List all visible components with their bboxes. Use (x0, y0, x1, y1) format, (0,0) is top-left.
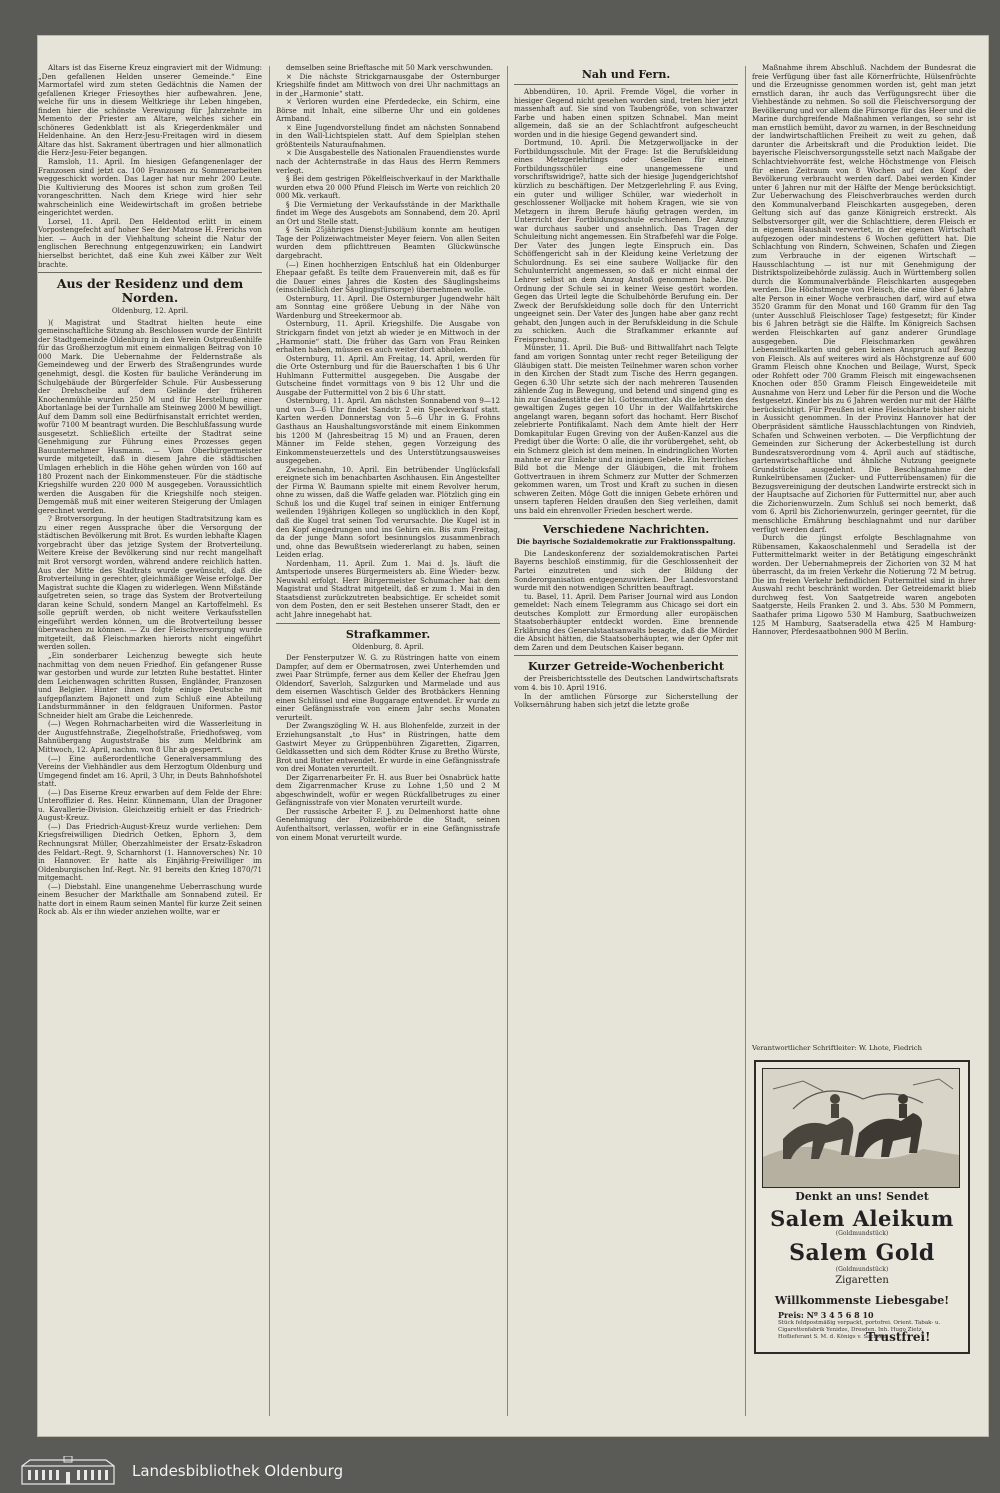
column-4-paragraphs (752, 64, 976, 637)
column-3 (514, 64, 738, 1424)
paragraph: × Die Ausgabestelle des Nationalen Frauendienstes wurde nach der Achternstraße in das Haus des Herrn Remmers verlegt. (276, 148, 500, 175)
paragraph: Dortmund, 10. April. Die Metzgerwolljacke in der Fortbildungsschule. Mit der Frage: Ist die Berufskleidung eines Metzgerlehrlings oder Gesellen für einen Fortbildungsschüler eine unangemessene und vorschriftswidrige?, hatte sich der hiesige Jugendgerichtshof kürzlich zu beschäftigen. Der Metzgerlehrling F. aus Eving, ein guter und williger Schüler, war wiederholt in geschlossener Wolljacke mit hohem Kragen, wie sie von Metzgern in ihrem Berufe häufig getragen werden, im Unterricht der Fortbildungsschule erschienen. Der Anzug war durchaus sauber und ansehnlich. Das Tragen der Schuleitung nicht angemessen. Ein Strafbefehl war die Folge. Der Vater des Jungen legte Einspruch ein. Das Schöffengericht sah in der Kleidung keine Verletzung der Schulordnung. Es sei eine saubere Wolljacke für den Schulunterricht angemessen, so daß er nicht einmal der Lehrer selbst an dem Anzug Anstoß genommen habe. Die Ordnung der Schule sei in keiner Weise gestört worden. Gegen das Urteil legte die Schulbehörde Berufung ein. Der Zweck der Berufskleidung solle doch für den Unterricht ungeeignet sein. Der Vater des Jungen habe aber ganz recht gehabt, den Jungen auch in der Berufskleidung in die Schule zu schicken. Auch die Strafkammer erkannte auf Freisprechung. (514, 138, 738, 344)
subheading: Die bayrische Sozialdemokratie zur Fraktionsspaltung. (516, 537, 736, 547)
column-2-court-paragraphs (276, 654, 500, 842)
column-3-paragraphs (514, 88, 738, 515)
paragraph: Der Zigarrenarbeiter Fr. H. aus Buer bei Osnabrück hatte dem Zigarrenmacher Kruse zu Lohne 1,50 und 2 M abgeschwindelt, wofür er wegen Rückfallbetruges zu einer Gefängnisstrafe von vier Monaten verurteilt wurde. (276, 772, 500, 808)
paragraph: „Ein sonderbarer Leichenzug bewegte sich heute nachmittag von dem neuen Friedhof. Ein gefangener Russe war gestorben und wurde zur letzten Ruhe bestattet. Hinter dem Leichenwagen schritten Russen, Engländer, Franzosen und Belgier. Hinter ihnen folgte einige Deutsche mit aufgepflanztem Bajonett und zum Schluß eine Abteilung Landsturmmänner in den feldgrauen Uniformen. Pastor Schneider hielt am Grabe die Leichenrede. (38, 651, 262, 720)
section-heading: Verschiedene Nachrichten. (542, 523, 710, 537)
brand-note: (Goldmundstück) (835, 1266, 889, 1273)
divider (276, 623, 500, 624)
paragraph: Osternburg, 11. April. Am nächsten Sonnabend von 9—12 und von 3—6 Uhr findet Sandstr. 2 ein Speckverkauf statt. Karten werden Donnerstag von 5—6 Uhr in G. Frohns Gasthaus an Haushaltungsvorstände mit einem Einkommen bis 1200 M (Jahresbeitrag 15 M) und an Frauen, deren Männer im Felde stehen, gegen Vorzeigung des Einkommensteuerzettels und des Unterstützungsausweises ausgegeben. (276, 396, 500, 466)
paragraph: Lorsel, 11. April. Den Heldentod erlitt in einem Vorpostengefecht auf hoher See der Matrose H. Frerichs von hier. — Auch in der Viehhaltung scheint die Natur der englischen Berechnung entgegenzuwirken; ein Landwirt hierselbst berichtet, daß eine Kuh zwei Kälber zur Welt brachte. (38, 216, 262, 269)
paragraph: § Die Vermietung der Verkaufsstände in der Markthalle findet im Wege des Ausgebots am Sonnabend, dem 20. April an Ort und Stelle statt. (276, 199, 500, 226)
paragraph: Münster, 11. April. Die Buß- und Bittwallfahrt nach Telgte fand am vorigen Sonntag unter recht reger Beteiligung der Gläubigen statt. Die meisten Teilnehmer waren schon vorher in den Kirchen der Stadt zum Tische des Herrn gegangen. Gegen 6.30 Uhr setzte sich der nach mehreren Tausenden zählende Zug in Bewegung, und betend und singend ging es hin zur Gnadenstätte der hl. Gottesmutter. Als die letzten des gewaltigen Zuges gegen 10 Uhr in der Wallfahrtskirche angelangt waren, begann sofort das hochamt. Herr Bischof zelebrierte Pontifikalamt. Nach dem Amte hielt der Herr Domkapitular Eugen Greving von der Außen-Kanzel aus die Predigt über die Worte: O alle, die ihr vorübergehet, seht, ob ein Schmerz gleich ist dem meinen. In eindringlichen Worten mahnte er zur Einkehr und zu innigem Gebete. Ein herrliches Bild bot die Menge der Gläubigen, die mit frohem Gottvertrauen in ihrem Schmerz zur Mutter der Schmerzen gekommen waren, um Trost und Kraft zu suchen in diesen schweren Zeiten. Möge Gott die innigen Gebete erhören und unsern tapferen Helden draußen den Sieg verleihen, damit uns bald ein ehrenvoller Frieden beschert werde. (514, 343, 738, 515)
paragraph: Zwischenahn, 10. April. Ein betrübender Unglücksfall ereignete sich im benachbarten Aschhausen. Ein Angestellter der Firma W. Baumann spielte mit einem Revolver herum, ohne zu wissen, daß die Waffe geladen war. Plötzlich ging ein Schuß los und die Kugel traf seinen in einiger Entfernung weilenden 19jährigen Kollegen so unglücklich in den Kopf, daß die Kugel trat seinen Tod verursachte. Die Kugel ist in den Kopf eingedrungen und ins Gehirn ein. Bis zum Freitag, da der junge Mann sofort besinnungslos zusammenbrach und, ohne das Bewußtsein wiedererlangt zu haben, seinen Leiden erlag. (276, 464, 500, 560)
paragraph: Maßnahme ihrem Abschluß. Nachdem der Bundesrat die freie Verfügung über fast alle Körnerfrüchte, Hülsenfrüchte und die Erzeugnisse genommen worden ist, geht man jetzt ernstlich daran, ihr auch das Verfügungsrecht über die Viehbestände zu nehmen. So soll die Fleischversorgung der Bevölkerung und vor allem die Fürsorge für das Heer und die Marine durchgreifende Maßnahmen verlangen, so sehr ist man ernstlich bemüht, davor zu warnen, in der Beschneidung der landwirtschaftlichen Freiheit zu weit zu gehen, daß darunter die Arbeitskraft und die Produktion leidet. Die bayerische Fleischversorgungsstelle setzt nach Maßgabe der Schlachtviehvorräte fest, welche Höchstmenge von Fleisch für einen Zeitraum von 8 Wochen auf den Kopf der Bevölkerung verbraucht werden darf. Dabei werden Kinder unter 6 Jahren nur mit der Hälfte der Menge berücksichtigt. Zur Ueberwachung des Fleischverbrauches werden durch den Kommunalverband Fleischkarten ausgegeben, deren Geltung sich auf das ganze Königreich erstreckt. Als Selbstversorger gilt, wer die Schlachttiere, deren Fleisch er in eigenem Haushalt verwertet, in der eigenen Wirtschaft aufgezogen oder mindestens 6 Wochen gefüttert hat. Die Schlachtung von Rindern, Schweinen, Schafen und Ziegen zum Verbrauche in der eigenen Wirtschaft — Hausschlachtung — ist nur mit Genehmigung der Distriktspolizeibehörde zulässig. Auch in Württemberg sollen durch die Kommunalverbände Fleischkarten ausgegeben werden. Die Höchstmenge von Fleisch, die eine über 6 Jahre alte Person in einer Woche verbrauchen darf, wird auf etwa 3520 Gramm für den Monat und 160 Gramm für den Tag (unter Ausschluß Fleischloser Tage) festgesetzt; für Kinder bis 6 Jahren beträgt sie die Hälfte. Im Königreich Sachsen werden Fleischkarten auf ganz anderer Grundlage ausgegeben. Die Fleischmarken gewähren Lebensmittelkarten und geben keinen Anspruch auf Bezug von Fleisch. Als auf weiteres wird als Höchstgrenze auf 600 Gramm Fleisch ohne Knochen und Beilage, Wurst, Speck oder Rohfett oder 700 Gramm Fleisch mit eingewachsenen Knochen oder 850 Gramm Fleisch Eingeweideteile mit Ausnahme von Herz und Leber für die Person und die Woche festgesetzt. Kinder bis zu 6 Jahren werden nur mit der Hälfte berücksichtigt. Für Preußen ist eine Fleischkarte bisher nicht in Aussicht genommen. In der Provinz Hannover hat der Oberpräsident sämtliche Hausschlachtungen von Rindvieh, Schafen und Schweinen verboten. — Die Verpflichtung der Gemeinden zur Sicherung der Ackerbestellung ist durch Bundesratsverordnung vom 4. April auch auf städtische, gartenwirtschaftliche und ähnliche Nutzung geeignete Grundstücke ausgedehnt. Die Beschlagnahme der Runkelrübensamen (Zucker- und Futterrübensamen) für die Bezugsvereinigung der deutschen Landwirte erstreckt sich in der Hauptsache auf Zichorien für Futtermittel nur, aber auch die Zichorienwurzeln. Zum Schluß sei noch bemerkt, daß vom 6. April bis Zichorienwurzeln, geringer geerntet, für die menschliche Ernährung beschlagnahmt und nur darüber verfügt werden darf. (752, 64, 976, 534)
newspaper-page (38, 36, 988, 1436)
divider (514, 655, 738, 656)
library-building-icon (20, 1456, 116, 1486)
column-4 (752, 64, 976, 1028)
paragraph: § Bei dem gestrigen Pökelfleischverkauf in der Markthalle wurden etwa 20 000 Pfund Fleisch im Werte von reichlich 20 000 Mk. verkauft. (276, 174, 500, 201)
paragraph: der Preisberichtsstelle des Deutschen Landwirtschaftsrats vom 4. bis 10. April 1916. (514, 674, 738, 692)
paragraph: (—) Wegen Rohrnacharbeiten wird die Wasserleitung in der Augustfehnstraße, Ziegelhofstraße, Friedhofsweg, vom Bahnübergang Auguststraße bis zum Meldbrink am Mittwoch, 12. April, nachm. von 8 Uhr ab gesperrt. (38, 719, 262, 755)
imprint-line: Verantwortlicher Schriftleiter: W. Lhote, Fiedrich (752, 1044, 922, 1052)
paragraph: Ramsloh, 11. April. Im hiesigen Gefangenenlager der Franzosen sind jetzt ca. 100 Franzosen zu Sommerarbeiten weggeschickt worden. Das Lager hat nur mehr 200 Leute. Die Kultivierung des Moores ist schon zum großen Teil vorangeschritten. Nach dem Kriege wird hier sehr wahrscheinlich eine Weidewirtschaft im großen betriebe eingerichtet werden. (38, 157, 262, 218)
library-footer (0, 1450, 1000, 1493)
column-3-grain-paragraphs (514, 675, 738, 709)
paragraph: Altars ist das Eiserne Kreuz eingraviert mit der Widmung: „Den gefallenen Helden unserer Gemeinde.“ Eine Marmortafel wird zum steten Gedächtnis die Namen der gefallenen Krieger Friesoythes hier aufbewahren. Jene, welche für uns in diesem Weltkriege ihr Leben hingeben, finden hier die schönste Verewigung für Jahrzehnte im Memento der Priester am Altare, welches sicher ein schöneres Gedenkblatt ist als Kriegerdenkmäler und Heldenhaine. An den Herz-Jesu-Freitagen wird in diesem Altare das hlst. Sakrament übertragen und hier allmonatlich die Herz-Jesu-Feier begangen. (38, 64, 262, 158)
paragraph: In der amtlichen Fürsorge zur Sicherstellung der Volksernährung haben sich jetzt die letzte große (514, 691, 738, 710)
column-rule (507, 66, 508, 1416)
section-heading: Nah und Fern. (581, 68, 671, 81)
paragraph: (—) Das Eiserne Kreuz erwarben auf dem Felde der Ehre: Unteroffizier d. Res. Heinr. Künnemann, Ulan der Dragoner u. Kavallerie-Division. Gleichzeitig erhielt er das Friedrich-August-Kreuz. (38, 787, 262, 823)
soldiers-horses-drawing (763, 1069, 959, 1187)
paragraph: Abbendüren, 10. April. Fremde Vögel, die vorher in hiesiger Gegend nicht gesehen worden sind, treten hier jetzt massenhaft auf. Sie sind von Taubengröße, von schwarzer Farbe und haben einen spitzen Schnabel. Man meint allgemein, daß sie an der Schlachtfront aufgescheucht worden und in die hiesige Gegend gewandert sind. (514, 87, 738, 139)
paragraph: (—) Das Friedrich-August-Kreuz wurde verliehen: Dem Kriegsfreiwilligen Diedrich Oetken, Ephorn 3, dem Rechnungsrat Müller, Oberzahlmeister der Ersatz-Eskadron des Feldart.-Regt. 9, Scharnhorst (1. Hannoversches) Nr. 10 in Hannover. Er hatte als Einjährig-Freiwilliger im Oldenburgischen Inf.-Regt. Nr. 91 bereits den Krieg 1870/71 mitgemacht. (38, 821, 262, 883)
paragraph: (—) Diebstahl. Eine unangenehme Ueberraschung wurde einem Besucher der Markthalle am Sonnabend zuteil. Er hatte dort in einem Raum seinen Mantel für kurze Zeit seinen Rock ab. Als er ihn wieder anziehen wollte, war er (38, 881, 262, 917)
paragraph: Durch die jüngst erfolgte Beschlagnahme von Rübensamen, Kakaoschalenmehl und Seradella ist der Futtermittelmarkt weiter in der Betätigung eingeschränkt worden. Der Uebernahmepreis der Zichorien von 32 M hat überrascht, da im freien Verkehr die Notierung 72 M betrug. Die im freien Verkehr befindlichen Futtermittel sind in ihrer Auswahl recht beschränkt worden. Der Getreidemarkt blieb durchweg fest. Von Saatgetreide waren angeboten Saatgerste, Heils Franken 2. und 3. Abs. 530 M Pommern, Saathafer prima Ligowo 530 M Hamburg, Saatbuchweizen 125 M Hamburg, Saatseradella etwa 425 M Hamburg-Hannover, Pferdesaatbohnen 900 M Berlin. (752, 533, 976, 637)
dateline: Oldenburg, 8. April. (352, 641, 424, 651)
brand-name: Salem Gold (789, 1240, 935, 1266)
section-heading: Kurzer Getreide-Wochenbericht (527, 660, 724, 674)
paragraph: Der Fensterputzer W. G. zu Rüstringen hatte von einem Dampfer, auf dem er Obermatrosen, zwei Unterhemden und zwei Paar Strümpfe, ferner aus dem Keller der Ehefrau Jgen Oldendorf, Saverloh, Salzgurken und Marmelade und aus dem eisernen Waschtisch Gelder des Brotbäckers Henning einen Schlüssel und eine Buggarage entwendet. Er wurde zu einer Gefängnisstrafe von einem Jahr sechs Monaten verurteilt. (276, 653, 500, 722)
paragraph: × Verloren wurden eine Pferdedecke, ein Schirm, eine Börse mit Inhalt, eine silberne Uhr und ein goldenes Armband. (276, 97, 500, 124)
paragraph: § Sein 25jähriges Dienst-Jubiläum konnte am heutigen Tage der Polizeiwachtmeister Meyer feiern. Von allen Seiten wurden dem pflichttreuen Beamten Glückwünsche dargebracht. (276, 225, 500, 261)
paragraph: Osternburg, 11. April. Kriegshilfe. Die Ausgabe von Strickgarn findet von jetzt ab wieder je en Mittwoch in der „Harmonie“ statt. Die früher das Garn von Frau Reinken erhalten haben, müssen es auch weiter dort abholen. (276, 319, 500, 355)
brand-name: Salem Aleikum (770, 1206, 954, 1231)
paragraph: )( Magistrat und Stadtrat hielten heute eine gemeinschaftliche Sitzung ab. Beschlossen wurde der Eintritt der Stadtgemeinde Oldenburg in den Verein Ostpreußenhilfe für das Großherzogtum mit einem einmaligen Beitrag von 10 000 Mark. Die Uebernahme der Feldernstraße als Gemeindeweg und der Erwerb des Straßengrundes wurde genehmigt, desgl. die Kosten für bauliche Veränderung im Schulgebäude der Bürgerfelder Schule. Für Ausbesserung der Drehscheibe auf dem Gelände der früheren Knochenmühle wurden 250 M und für Herstellung einer Abortanlage bei der Turnhalle am Steinweg 2000 M bewilligt. Auf dem Damm soll eine Bedürfnisanstalt errichtet werden, wofür 7100 M beantragt wurden. Die Beschlußfassung wurde ausgesetzt. Schließlich erteilte der Stadtrat seine Genehmigung zur Führung eines Prozesses gegen Bauunternehmer Husmann. — Vom Oberbürgermeister wurde mitgeteilt, daß in diesem Jahre die städtischen Umlagen erheblich in die Höhe gehen würden von 160 auf 180 Prozent nach der Einkommensteuer. Für die städtische Kriegshilfe wurden 220 000 M ausgegeben. Voraussichtlich werden die Ausgaben für die Kriegshilfe noch steigen. Demgemäß muß mit einer weiteren Steigerung der Umlagen gerechnet werden. (38, 317, 262, 515)
ad-tagline: Denkt an uns! Sendet (795, 1190, 929, 1203)
column-3-news-paragraphs (514, 550, 738, 653)
paragraph: demselben seine Brieftasche mit 50 Mark verschwunden. (286, 64, 494, 72)
column-1-top-paragraphs (38, 64, 262, 269)
paragraph: Osternburg, 11. April. Am Freitag, 14. April, werden für die Orte Osternburg und für die Bauerschaften 1 bis 6 Uhr Huhlmann Futtermittel ausgegeben. Die Ausgabe der Gutscheine findet vormittags von 9 bis 12 Uhr und die Ausgabe der Futtermittel von 2 bis 6 Uhr statt. (276, 353, 500, 397)
paragraph: × Die nächste Strickgarnausgabe der Osternburger Kriegshilfe findet am Mittwoch von drei Uhr nachmittags an in der „Harmonie“ statt. (276, 71, 500, 98)
paragraph: Der Zwangszögling W. H. aus Blohenfelde, zurzeit in der Erziehungsanstalt „to Hus“ in Rüstringen, hatte dem Gastwirt Meyer zu Grüppenbühren Zigaretten, Zigarren, Geldkassetten und sich dem Rödter Kruse zu Bretho Würste, Brot und Butter entwendet. Er wurde in eine Gefängnisstrafe von drei Monaten verurteilt. (276, 721, 500, 774)
column-1-paragraphs (38, 319, 262, 917)
divider (514, 518, 738, 519)
column-1 (38, 64, 262, 1424)
paragraph: (—) Einen hochherzigen Entschluß hat ein Oldenburger Ehepaar gefaßt. Es teilte dem Frauenverein mit, daß es für die Dauer eines Jahres die Kosten des Säuglingsheims (einschließlich der Säuglingsfürsorge) übernehmen wolle. (276, 259, 500, 295)
section-heading: Aus der Residenz und dem Norden. (56, 276, 244, 306)
paragraph: × Eine Jugendvorstellung findet am nächsten Sonnabend in den Wall-Lichtspielen statt. Auf dem Spielplan stehen größtenteils Naturaufnahmen. (276, 122, 500, 149)
price-line: Preis: Nº 3 4 5 6 8 10 (778, 1310, 874, 1320)
column-rule (745, 66, 746, 1416)
dateline: Oldenburg, 12. April. (111, 306, 189, 316)
product-name: Zigaretten (835, 1275, 889, 1286)
paragraph: Der russische Arbeiter F. J. zu Delmenhorst hatte ohne Genehmigung der Polizeibehörde die Stadt, seinen Aufenthaltsort, verlassen, wofür er in eine Gefängnisstrafe von einem Monat verurteilt wurde. (276, 806, 500, 842)
paragraph: (—) Eine außerordentliche Generalversammlung des Vereins der Viehhändler aus dem Herzogtum Oldenburg und Umgegend findet am 16. April, 3 Uhr, in Deuts Bahnhofshotel statt. (38, 753, 262, 789)
library-name: Landesbibliothek Oldenburg (132, 1462, 344, 1480)
ad-slogan: Willkommenste Liebesgabe! (774, 1294, 950, 1307)
paragraph: Die Landeskonferenz der sozialdemokratischen Partei Bayerns beschloß einstimmig, für die Geschlossenheit der Partei einzutreten und sich der Bildung der Sonderorganisation entgegenzuwirken. Der Landesvorstand wurde mit den notwendigen Schritten beauftragt. (514, 548, 738, 593)
paragraph: Osternburg, 11. April. Die Osternburger Jugendwehr hält am Sonntag eine größere Uebung in der Nähe von Wardenburg und Streekermoor ab. (276, 293, 500, 320)
paragraph: tu. Basel, 11. April. Dem Pariser Journal wird aus London gemeldet: Nach einem Telegramm aus Chicago sei dort ein deutsches Komplott zur Ermordung aller europäischen Staatsoberhäupter entdeckt worden. Eine brennende Erklärung des Generalstaatsanwalts besagte, daß die Mörder die Absicht hätten, die Staatsoberhäupter, wie der Opfer mit dem Zaren und dem Deutschen Kaiser begann. (514, 591, 738, 652)
paragraph: ? Brotversorgung. In der heutigen Stadtratsitzung kam es zu einer regen Aussprache über die Versorgung der städtischen Bevölkerung mit Brot. Es wurden lebhafte Klagen vorgebracht über das jetzige System der Brotverteilung. Weitere Kreise der Bevölkerung sind nur recht mangelhaft mit Brot versorgt worden, während andere reichlich hatten. Aus der Mitte des Stadtrats wurde gewünscht, daß die Brotverteilung in gerechter, gleichmäßiger Weise erfolge. Der Magistrat suchte die Klagen zu widerlegen. Wenn Mißstände aufgetreten seien, so trage das System der Brotverteilung daran keine Schuld, sondern Mangel an Kartoffelmehl. Es solle geprüft werden, ob nicht weitere Verkaufsstellen eingeführt werden können, um die Brotverteilung besser überwachen zu können. — Zu der Fleischversorgung wurde mitgeteilt, daß Fleischmarken hierorts nicht eingeführt werden sollen. (38, 514, 262, 652)
paragraph: Nordenham, 11. April. Zum 1. Mai d. Js. läuft die Amtsperiode unseres Bürgermeisters ab. Eine Wieder- bezw. Neuwahl erfolgt. Herr Bürgermeister Schumacher hat dem Magistrat und Stadtrat mitgeteilt, daß er zum 1. Mai in den Staatsdienst zurückzutreten beabsichtige. Er scheidet somit von dem Posten, den er seit Bestehen unserer Stadt, den er acht Jahre innegehabt hat. (276, 558, 500, 619)
brand-note: (Goldmundstück) (835, 1230, 889, 1237)
horse-illustration (762, 1068, 960, 1188)
trust-badge: Trustfrei! (866, 1330, 931, 1344)
section-heading: Strafkammer. (345, 627, 431, 641)
column-2 (276, 64, 500, 1424)
column-rule (269, 66, 270, 1416)
divider (514, 84, 738, 85)
ad-details: Stück feldpostmäßig verpackt, portofrei. Orient. Tabak- u. Cigarettenfabrik Yenidze, Dresden. Inh. Hugo Zietz, Hoflieferant S. M. d. Königs v. Sachsen. (778, 1320, 941, 1340)
column-2-paragraphs (276, 64, 500, 620)
divider (38, 272, 262, 273)
cigarette-advertisement (754, 1060, 970, 1354)
